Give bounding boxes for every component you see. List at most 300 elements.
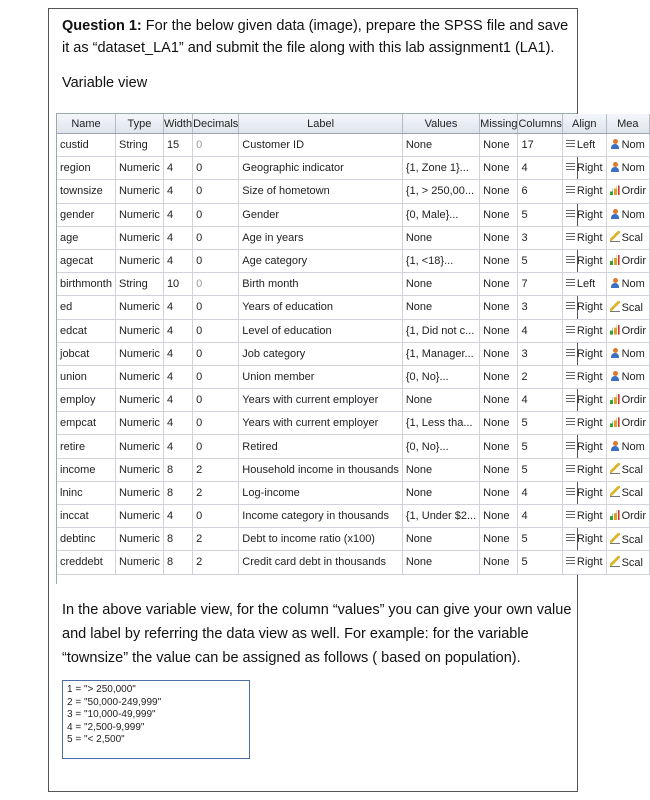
cell-decimals[interactable]: 0 (193, 389, 239, 412)
cell-width[interactable]: 4 (163, 249, 192, 272)
cell-label[interactable]: Birth month (239, 273, 403, 296)
cell-name[interactable]: income (57, 458, 115, 481)
measure-text: Scal (621, 487, 643, 500)
cell-measure[interactable] (606, 435, 649, 458)
measure-text: Nom (621, 162, 645, 175)
cell-measure[interactable] (606, 505, 649, 528)
cell-columns[interactable]: 17 (518, 134, 562, 157)
variable-view-grid (56, 113, 647, 584)
cell-missing[interactable]: None (480, 342, 518, 365)
cell-values[interactable]: {1, Zone 1}... (402, 157, 479, 180)
table-row[interactable] (57, 180, 650, 203)
cell-type[interactable]: Numeric (115, 226, 163, 249)
align-text: Right (576, 417, 603, 430)
align-text: Right (576, 162, 603, 175)
align-right-icon (566, 488, 575, 497)
cell-name[interactable]: debtinc (57, 528, 115, 551)
cell-measure[interactable] (606, 134, 649, 157)
cell-missing[interactable]: None (480, 365, 518, 388)
table-row[interactable] (57, 157, 650, 180)
cell-label[interactable]: Gender (239, 203, 403, 226)
cell-values[interactable]: {0, No}... (402, 435, 479, 458)
scale-icon (610, 486, 620, 497)
align-right-icon (566, 372, 575, 381)
cell-align[interactable] (562, 249, 606, 272)
cell-align[interactable] (562, 342, 606, 365)
cell-align[interactable] (562, 203, 606, 226)
align-text: Right (576, 255, 603, 268)
cell-label[interactable]: Age in years (239, 226, 403, 249)
column-header[interactable]: Decimals (193, 114, 239, 134)
cell-type[interactable]: Numeric (115, 412, 163, 435)
cell-values[interactable]: {1, Manager... (402, 342, 479, 365)
ordinal-icon (610, 510, 620, 520)
column-header[interactable]: Label (239, 114, 403, 134)
table-row[interactable] (57, 273, 650, 296)
cell-values[interactable]: {0, Male}... (402, 203, 479, 226)
measure-text: Ordir (621, 510, 647, 523)
cell-align[interactable] (562, 481, 606, 504)
cell-align[interactable] (562, 273, 606, 296)
cell-missing[interactable]: None (480, 273, 518, 296)
table-row[interactable] (57, 319, 650, 342)
align-right-icon (566, 163, 575, 172)
cell-type[interactable]: Numeric (115, 296, 163, 319)
cell-missing[interactable]: None (480, 226, 518, 249)
cell-measure[interactable] (606, 342, 649, 365)
align-left-icon (566, 140, 575, 149)
cell-name[interactable]: region (57, 157, 115, 180)
cell-values[interactable]: None (402, 458, 479, 481)
measure-text: Ordir (621, 394, 647, 407)
table-row[interactable] (57, 458, 650, 481)
cell-values[interactable]: {1, <18}... (402, 249, 479, 272)
column-header[interactable]: Values (402, 114, 479, 134)
measure-text: Scal (621, 301, 643, 314)
cell-type[interactable]: String (115, 273, 163, 296)
cell-values[interactable]: {1, > 250,00... (402, 180, 479, 203)
cell-decimals[interactable]: 0 (193, 296, 239, 319)
align-right-icon (566, 511, 575, 520)
question-body: For the below given data (image), prepare the SPSS file and save it as “dataset_LA1” and submit the file along with this lab assignment1 (LA1). (62, 18, 569, 56)
cell-measure[interactable] (606, 319, 649, 342)
align-right-icon (566, 465, 575, 474)
cell-type[interactable]: Numeric (115, 342, 163, 365)
cell-width[interactable]: 8 (163, 528, 192, 551)
cell-type[interactable]: Numeric (115, 319, 163, 342)
cell-decimals[interactable]: 2 (193, 458, 239, 481)
cell-name[interactable]: age (57, 226, 115, 249)
cell-missing[interactable]: None (480, 458, 518, 481)
cell-width[interactable]: 4 (163, 296, 192, 319)
table-row[interactable] (57, 342, 650, 365)
cell-measure[interactable] (606, 528, 649, 551)
cell-measure[interactable] (606, 365, 649, 388)
cell-align[interactable] (562, 505, 606, 528)
cell-type[interactable]: Numeric (115, 365, 163, 388)
ordinal-icon (610, 255, 620, 265)
cell-align[interactable] (562, 528, 606, 551)
cell-decimals[interactable]: 0 (193, 226, 239, 249)
align-right-icon (566, 186, 575, 195)
column-header[interactable]: Mea (606, 114, 649, 134)
cell-name[interactable]: ed (57, 296, 115, 319)
cell-type[interactable]: Numeric (115, 505, 163, 528)
table-row[interactable] (57, 481, 650, 504)
cell-label[interactable]: Income category in thousands (239, 505, 403, 528)
value-label-item[interactable] (67, 697, 245, 710)
cell-align[interactable] (562, 134, 606, 157)
cell-decimals[interactable]: 0 (193, 412, 239, 435)
align-right-icon (566, 233, 575, 242)
cell-label[interactable]: Union member (239, 365, 403, 388)
cell-type[interactable]: Numeric (115, 157, 163, 180)
cell-values[interactable]: None (402, 296, 479, 319)
align-right-icon (566, 326, 575, 335)
column-header[interactable]: Width (163, 114, 192, 134)
value-code: 1 (67, 684, 73, 695)
cell-name[interactable]: creddebt (57, 551, 115, 574)
cell-columns[interactable]: 5 (518, 249, 562, 272)
cell-decimals[interactable]: 2 (193, 481, 239, 504)
align-right-icon (566, 418, 575, 427)
cell-width[interactable]: 4 (163, 203, 192, 226)
cell-missing[interactable]: None (480, 249, 518, 272)
cell-missing[interactable]: None (480, 435, 518, 458)
align-text: Right (576, 347, 603, 360)
variable-view-heading: Variable view (62, 75, 148, 91)
cell-missing[interactable]: None (480, 505, 518, 528)
cell-decimals[interactable]: 0 (193, 157, 239, 180)
cell-label[interactable]: Years with current employer (239, 412, 403, 435)
instruction-paragraph: In the above variable view, for the column “values” you can give your own value and label by referring the data view as well. For example: for the variable “townsize” the value can be assigned as follows ( based on population). (62, 602, 572, 666)
cell-missing[interactable]: None (480, 481, 518, 504)
cell-name[interactable]: lninc (57, 481, 115, 504)
value-labels-box (62, 680, 250, 759)
cell-missing[interactable]: None (480, 412, 518, 435)
value-label-text: "< 2,500" (83, 734, 125, 745)
cell-name[interactable]: gender (57, 203, 115, 226)
cell-columns[interactable]: 3 (518, 342, 562, 365)
column-header[interactable]: Missing (480, 114, 518, 134)
cell-values[interactable]: None (402, 528, 479, 551)
align-text: Right (576, 185, 603, 198)
equals-sign: = (72, 709, 84, 720)
cell-name[interactable]: union (57, 365, 115, 388)
cell-align[interactable] (562, 319, 606, 342)
column-header[interactable]: Columns (518, 114, 562, 134)
cell-width[interactable]: 4 (163, 157, 192, 180)
cell-columns[interactable]: 4 (518, 389, 562, 412)
cell-type[interactable]: Numeric (115, 180, 163, 203)
cell-name[interactable]: birthmonth (57, 273, 115, 296)
cell-missing[interactable]: None (480, 180, 518, 203)
ordinal-icon (610, 325, 620, 335)
cell-columns[interactable]: 5 (518, 412, 562, 435)
scale-icon (610, 556, 620, 567)
cell-align[interactable] (562, 435, 606, 458)
align-text: Right (576, 370, 603, 383)
table-row[interactable] (57, 226, 650, 249)
cell-missing[interactable]: None (480, 551, 518, 574)
cell-columns[interactable]: 7 (518, 273, 562, 296)
table-row[interactable] (57, 551, 650, 574)
cell-missing[interactable]: None (480, 157, 518, 180)
align-right-icon (566, 534, 575, 543)
variable-table (57, 114, 650, 575)
align-right-icon (566, 256, 575, 265)
question-text (62, 15, 572, 59)
value-label-item[interactable] (67, 722, 245, 735)
table-row[interactable] (57, 412, 650, 435)
cell-decimals[interactable]: 0 (193, 249, 239, 272)
cell-decimals[interactable]: 0 (193, 203, 239, 226)
cell-columns[interactable]: 4 (518, 319, 562, 342)
nominal-icon (610, 162, 620, 172)
measure-text: Nom (621, 208, 645, 221)
cell-align[interactable] (562, 157, 606, 180)
value-label-item[interactable] (67, 734, 245, 747)
table-row[interactable] (57, 134, 650, 157)
cell-values[interactable]: None (402, 134, 479, 157)
cell-measure[interactable] (606, 226, 649, 249)
cell-columns[interactable]: 2 (518, 365, 562, 388)
cell-values[interactable]: {1, Did not c... (402, 319, 479, 342)
cell-width[interactable]: 4 (163, 365, 192, 388)
equals-sign: = (72, 721, 84, 733)
cell-missing[interactable]: None (480, 319, 518, 342)
cell-name[interactable]: retire (57, 435, 115, 458)
equals-sign: = (72, 696, 84, 708)
cell-columns[interactable]: 3 (518, 296, 562, 319)
cell-missing[interactable]: None (480, 389, 518, 412)
cell-decimals[interactable]: 0 (193, 342, 239, 365)
value-label-item[interactable] (67, 684, 245, 697)
cell-type[interactable]: Numeric (115, 481, 163, 504)
cell-align[interactable] (562, 226, 606, 249)
cell-name[interactable]: employ (57, 389, 115, 412)
table-row[interactable] (57, 389, 650, 412)
cell-values[interactable]: None (402, 226, 479, 249)
cell-align[interactable] (562, 458, 606, 481)
cell-align[interactable] (562, 296, 606, 319)
cell-columns[interactable]: 4 (518, 481, 562, 504)
cell-decimals[interactable]: 0 (193, 365, 239, 388)
measure-text: Ordir (621, 324, 647, 337)
cell-measure[interactable] (606, 481, 649, 504)
cell-label[interactable]: Credit card debt in thousands (239, 551, 403, 574)
align-text: Right (576, 440, 603, 453)
cell-name[interactable]: edcat (57, 319, 115, 342)
cell-label[interactable]: Log-income (239, 481, 403, 504)
cell-width[interactable]: 4 (163, 342, 192, 365)
cell-measure[interactable] (606, 551, 649, 574)
cell-label[interactable]: Years of education (239, 296, 403, 319)
cell-missing[interactable]: None (480, 203, 518, 226)
cell-measure[interactable] (606, 157, 649, 180)
cell-decimals[interactable]: 2 (193, 528, 239, 551)
table-row[interactable] (57, 528, 650, 551)
measure-text: Scal (621, 533, 643, 546)
cell-width[interactable]: 4 (163, 319, 192, 342)
cell-missing[interactable]: None (480, 296, 518, 319)
measure-text: Nom (621, 347, 645, 360)
cell-label[interactable]: Geographic indicator (239, 157, 403, 180)
align-right-icon (566, 557, 575, 566)
cell-align[interactable] (562, 180, 606, 203)
cell-decimals[interactable]: 0 (193, 505, 239, 528)
measure-text: Nom (621, 370, 645, 383)
table-row[interactable] (57, 365, 650, 388)
cell-type[interactable]: String (115, 134, 163, 157)
cell-columns[interactable]: 3 (518, 226, 562, 249)
align-text: Right (576, 324, 603, 337)
cell-width[interactable]: 10 (163, 273, 192, 296)
cell-width[interactable]: 4 (163, 180, 192, 203)
cell-type[interactable]: Numeric (115, 249, 163, 272)
column-header[interactable]: Name (57, 114, 115, 134)
cell-width[interactable]: 8 (163, 551, 192, 574)
value-code: 5 (67, 734, 73, 745)
cell-type[interactable]: Numeric (115, 551, 163, 574)
measure-text: Scal (621, 556, 643, 569)
cell-missing[interactable]: None (480, 528, 518, 551)
align-left-icon (566, 279, 575, 288)
cell-width[interactable]: 4 (163, 505, 192, 528)
cell-decimals[interactable]: 0 (193, 180, 239, 203)
cell-columns[interactable]: 5 (518, 551, 562, 574)
cell-align[interactable] (562, 365, 606, 388)
cell-measure[interactable] (606, 203, 649, 226)
align-text: Right (576, 394, 603, 407)
table-header-row (57, 114, 650, 134)
align-text: Right (576, 556, 603, 569)
cell-missing[interactable]: None (480, 134, 518, 157)
equals-sign: = (72, 684, 84, 695)
cell-width[interactable]: 4 (163, 435, 192, 458)
table-row[interactable] (57, 296, 650, 319)
cell-values[interactable]: None (402, 273, 479, 296)
cell-type[interactable]: Numeric (115, 458, 163, 481)
cell-values[interactable]: None (402, 551, 479, 574)
cell-name[interactable]: custid (57, 134, 115, 157)
value-label-text: "> 250,000" (83, 684, 136, 695)
table-row[interactable] (57, 203, 650, 226)
cell-label[interactable]: Size of hometown (239, 180, 403, 203)
cell-columns[interactable]: 5 (518, 435, 562, 458)
cell-measure[interactable] (606, 458, 649, 481)
cell-columns[interactable]: 6 (518, 180, 562, 203)
ordinal-icon (610, 185, 620, 195)
cell-width[interactable]: 8 (163, 458, 192, 481)
cell-type[interactable]: Numeric (115, 528, 163, 551)
cell-measure[interactable] (606, 273, 649, 296)
table-row[interactable] (57, 249, 650, 272)
cell-width[interactable]: 4 (163, 226, 192, 249)
cell-measure[interactable] (606, 412, 649, 435)
cell-label[interactable]: Years with current employer (239, 389, 403, 412)
cell-decimals[interactable]: 0 (193, 273, 239, 296)
cell-columns[interactable]: 4 (518, 505, 562, 528)
cell-name[interactable]: empcat (57, 412, 115, 435)
cell-values[interactable]: None (402, 389, 479, 412)
cell-name[interactable]: jobcat (57, 342, 115, 365)
column-header[interactable]: Type (115, 114, 163, 134)
value-label-text: "10,000-49,999" (83, 709, 156, 720)
cell-measure[interactable] (606, 180, 649, 203)
cell-measure[interactable] (606, 389, 649, 412)
scale-icon (610, 463, 620, 474)
measure-text: Nom (621, 278, 645, 291)
nominal-icon (610, 209, 620, 219)
table-row[interactable] (57, 505, 650, 528)
cell-width[interactable]: 4 (163, 412, 192, 435)
measure-text: Ordir (621, 417, 647, 430)
cell-label[interactable]: Household income in thousands (239, 458, 403, 481)
cell-values[interactable]: None (402, 481, 479, 504)
measure-text: Ordir (621, 185, 647, 198)
nominal-icon (610, 278, 620, 288)
value-label-text: "2,500-9,999" (83, 721, 145, 733)
nominal-icon (610, 441, 620, 451)
cell-label[interactable]: Customer ID (239, 134, 403, 157)
cell-label[interactable]: Age category (239, 249, 403, 272)
cell-type[interactable]: Numeric (115, 435, 163, 458)
cell-decimals[interactable]: 0 (193, 319, 239, 342)
cell-values[interactable]: {1, Under $2... (402, 505, 479, 528)
cell-decimals[interactable]: 0 (193, 435, 239, 458)
column-header[interactable]: Align (562, 114, 606, 134)
value-label-item[interactable] (67, 709, 245, 722)
cell-values[interactable]: {0, No}... (402, 365, 479, 388)
equals-sign: = (72, 734, 84, 745)
cell-decimals[interactable]: 2 (193, 551, 239, 574)
ordinal-icon (610, 394, 620, 404)
cell-width[interactable]: 8 (163, 481, 192, 504)
cell-align[interactable] (562, 389, 606, 412)
scale-icon (610, 533, 620, 544)
cell-measure[interactable] (606, 296, 649, 319)
table-row[interactable] (57, 435, 650, 458)
cell-label[interactable]: Debt to income ratio (x100) (239, 528, 403, 551)
measure-text: Scal (621, 464, 643, 477)
cell-columns[interactable]: 5 (518, 458, 562, 481)
cell-values[interactable]: {1, Less tha... (402, 412, 479, 435)
cell-columns[interactable]: 4 (518, 157, 562, 180)
nominal-icon (610, 348, 620, 358)
cell-width[interactable]: 4 (163, 389, 192, 412)
cell-label[interactable]: Retired (239, 435, 403, 458)
cell-align[interactable] (562, 551, 606, 574)
cell-name[interactable]: inccat (57, 505, 115, 528)
align-right-icon (566, 210, 575, 219)
cell-name[interactable]: townsize (57, 180, 115, 203)
cell-label[interactable]: Job category (239, 342, 403, 365)
cell-measure[interactable] (606, 249, 649, 272)
cell-columns[interactable]: 5 (518, 203, 562, 226)
cell-name[interactable]: agecat (57, 249, 115, 272)
cell-columns[interactable]: 5 (518, 528, 562, 551)
align-text: Right (576, 533, 603, 546)
cell-type[interactable]: Numeric (115, 389, 163, 412)
table-body (57, 134, 650, 575)
cell-align[interactable] (562, 412, 606, 435)
cell-width[interactable]: 15 (163, 134, 192, 157)
cell-decimals[interactable]: 0 (193, 134, 239, 157)
cell-label[interactable]: Level of education (239, 319, 403, 342)
align-text: Right (576, 486, 603, 499)
cell-type[interactable]: Numeric (115, 203, 163, 226)
